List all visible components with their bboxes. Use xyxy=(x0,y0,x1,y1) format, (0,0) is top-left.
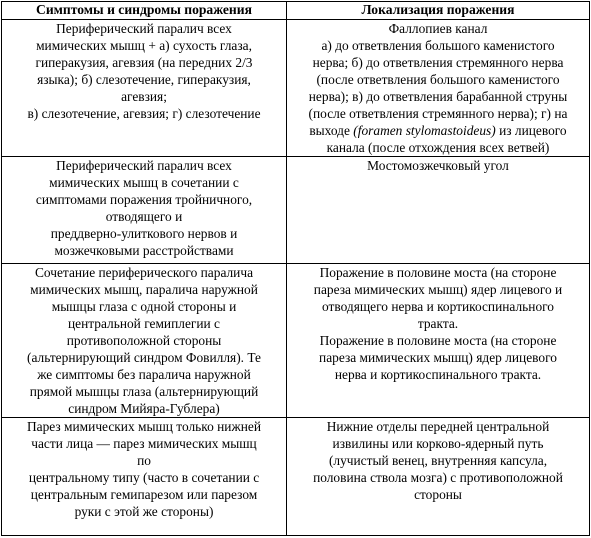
cell-localization xyxy=(287,264,590,418)
symptoms-text: Сочетание периферического паралича мимических мышц, паралича наружной мышцы глаза с одной стороны и центральной гемиплегии с противоположной стороны (альтернирующий синдром Фовилля). Те же симптомы без паралича наружной прямой мышцы глаза (альтернирующий синдром Мийяра-Гублера) xyxy=(27,265,261,416)
cell-symptoms xyxy=(2,264,287,418)
localization-text-fovill: Поражение в половине моста (на стороне пареза мимических мышц) ядер лицевого и отводящего нерва и кортикоспинального тракта. xyxy=(313,265,563,331)
symptoms-text: Периферический паралич всех мимических мышц в сочетании с симптомами поражения тройничного, отводящего и преддверно-улиткового нервов и мозжечковыми расстройствами xyxy=(35,158,253,258)
cell-localization xyxy=(287,20,590,157)
symptoms-text: Периферический паралич всех мимических мышц + а) сухость глаза, гиперакузия, агевзия (на передних 2/3 языка); б) слезотечение, гиперакузия, агевзия; в) слезотечение, агевзия; г) слезотечение xyxy=(27,21,261,121)
header-symptoms: Симптомы и синдромы поражения xyxy=(2,2,287,20)
cell-symptoms xyxy=(2,418,287,536)
localization-text-part1: Фаллопиев канал а) до ответвления большого каменистого нерва; б) до ответвления стремянного нерва (после ответвления большого каменистого нерва); в) до ответвления барабанной струны (после ответвления стремянного нерва); г) на выходе xyxy=(308,21,568,138)
facial-nerve-lesion-table xyxy=(1,1,590,536)
table-row xyxy=(2,264,590,418)
localization-latin-term: (foramen stylomastoideus) xyxy=(353,123,496,138)
localization-text-millard-gubler: Поражение в половине моста (на стороне пареза мимических мышц) ядер лицевого нерва и кортикоспинального тракта. xyxy=(319,333,557,382)
table-header-row xyxy=(2,2,590,20)
table-row xyxy=(2,20,590,157)
localization-text-part2: из лицевого канала (после отхождения всех ветвей) xyxy=(326,123,567,155)
header-localization: Локализация поражения xyxy=(287,2,590,20)
localization-text: Мостомозжечковый угол xyxy=(367,158,509,173)
symptoms-text: Парез мимических мышц только нижней части лица — парез мимических мышц по центральному типу (часто в сочетании с центральным гемипарезом или парезом руки с этой же стороны) xyxy=(26,419,261,519)
cell-symptoms xyxy=(2,20,287,157)
localization-text: Нижние отделы передней центральной извилины или корково-ядерный путь (лучистый венец, внутренняя капсула, половина ствола мозга) с противоположной стороны xyxy=(313,419,563,502)
table-row xyxy=(2,157,590,264)
cell-symptoms xyxy=(2,157,287,264)
table-row xyxy=(2,418,590,536)
localization-text xyxy=(289,20,587,156)
cell-localization xyxy=(287,157,590,264)
cell-localization xyxy=(287,418,590,536)
